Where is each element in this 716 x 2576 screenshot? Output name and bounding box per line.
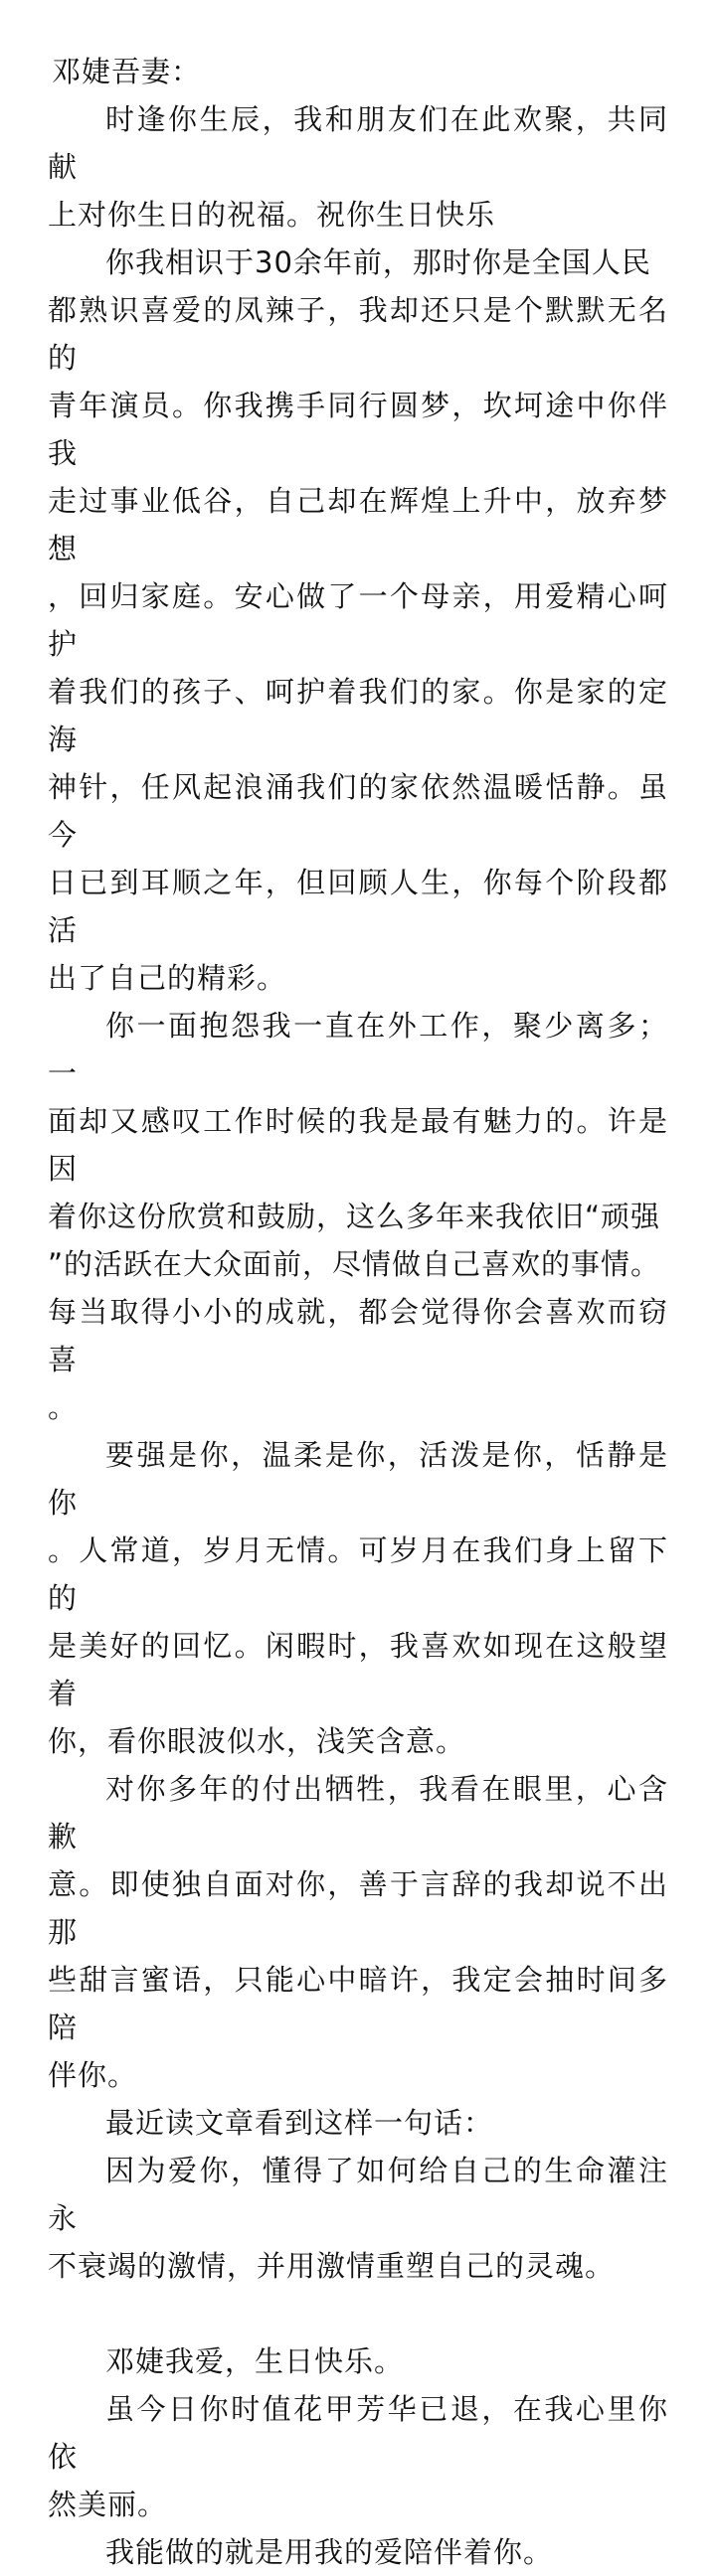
paragraph: [48, 239, 668, 1002]
paragraph: [48, 1002, 668, 1431]
text-line: 着你这份欣赏和鼓励，这么多年来我依旧“顽强: [48, 1200, 661, 1233]
text-line: 对你多年的付出牺牲，我看在眼里，心含歉: [48, 1772, 668, 1853]
text-line: 出了自己的精彩。: [48, 961, 287, 995]
paragraph: [48, 1431, 668, 1765]
paragraph: [48, 95, 668, 239]
text-line: 你我相识于30余年前，那时你是全国人民: [105, 245, 651, 279]
text-line: 伴你。: [48, 2058, 138, 2092]
text-line: 不衰竭的激情，并用激情重塑自己的灵魂。: [48, 2249, 616, 2283]
text-line: 是美好的回忆。闲暇时，我喜欢如现在这般望着: [48, 1629, 668, 1710]
paragraph: [48, 2528, 668, 2576]
text-line: 青年演员。你我携手同行圆梦，坎坷途中你伴我: [48, 389, 668, 470]
text-line: 。人常道，岁月无情。可岁月在我们身上留下的: [48, 1533, 668, 1615]
text-line: 我能做的就是用我的爱陪伴着你。: [105, 2535, 554, 2569]
paragraph: [48, 1765, 668, 2099]
text-line: 时逢你生辰，我和朋友们在此欢聚，共同献: [48, 102, 668, 184]
text-line: 着我们的孩子、呵护着我们的家。你是家的定海: [48, 675, 668, 756]
text-line: 走过事业低谷，自己却在辉煌上升中，放弃梦想: [48, 484, 668, 565]
text-line: ”的活跃在大众面前，尽情做自己喜欢的事情。: [48, 1247, 661, 1281]
letter-body: [48, 95, 668, 2290]
text-line: 要强是你，温柔是你，活泼是你，恬静是你: [48, 1438, 668, 1520]
text-line: 些甜言蜜语，只能心中暗许，我定会抽时间多陪: [48, 1963, 668, 2044]
text-line: 你一面抱怨我一直在外工作，聚少离多；一: [48, 1009, 668, 1090]
text-line: 。: [48, 1390, 79, 1424]
paragraph: [48, 2147, 668, 2290]
text-line: 日已到耳顺之年，但回顾人生，你每个阶段都活: [48, 866, 668, 947]
text-line: 面却又感叹工作时候的我是最有魅力的。许是因: [48, 1104, 668, 1186]
text-line: 每当取得小小的成就，都会觉得你会喜欢而窃喜: [48, 1295, 668, 1376]
paragraph: [48, 2337, 668, 2385]
blank-line: [48, 2290, 668, 2337]
text-line: ，回归家庭。安心做了一个母亲，用爱精心呵护: [48, 579, 668, 661]
letter-closing: [48, 2337, 668, 2576]
text-line: 然美丽。: [48, 2488, 168, 2521]
paragraph: [48, 2099, 668, 2147]
text-line: 你，看你眼波似水，浅笑含意。: [48, 1724, 466, 1758]
text-line: 虽今日你时值花甲芳华已退，在我心里你依: [48, 2392, 668, 2474]
text-line: 意。即使独自面对你，善于言辞的我却说不出那: [48, 1867, 668, 1949]
text-line: 上对你生日的祝福。祝你生日快乐: [48, 198, 496, 232]
text-line: 都熟识喜爱的凤辣子，我却还只是个默默无名的: [48, 293, 668, 375]
paragraph: [48, 2385, 668, 2528]
text-line: 邓婕我爱，生日快乐。: [105, 2344, 405, 2378]
salutation: 邓婕吾妻：: [52, 55, 202, 88]
text-line: 因为爱你，懂得了如何给自己的生命灌注永: [48, 2154, 668, 2235]
text-line: 最近读文章看到这样一句话：: [105, 2106, 494, 2140]
text-line: 神针，任风起浪涌我们的家依然温暖恬静。虽今: [48, 770, 668, 852]
